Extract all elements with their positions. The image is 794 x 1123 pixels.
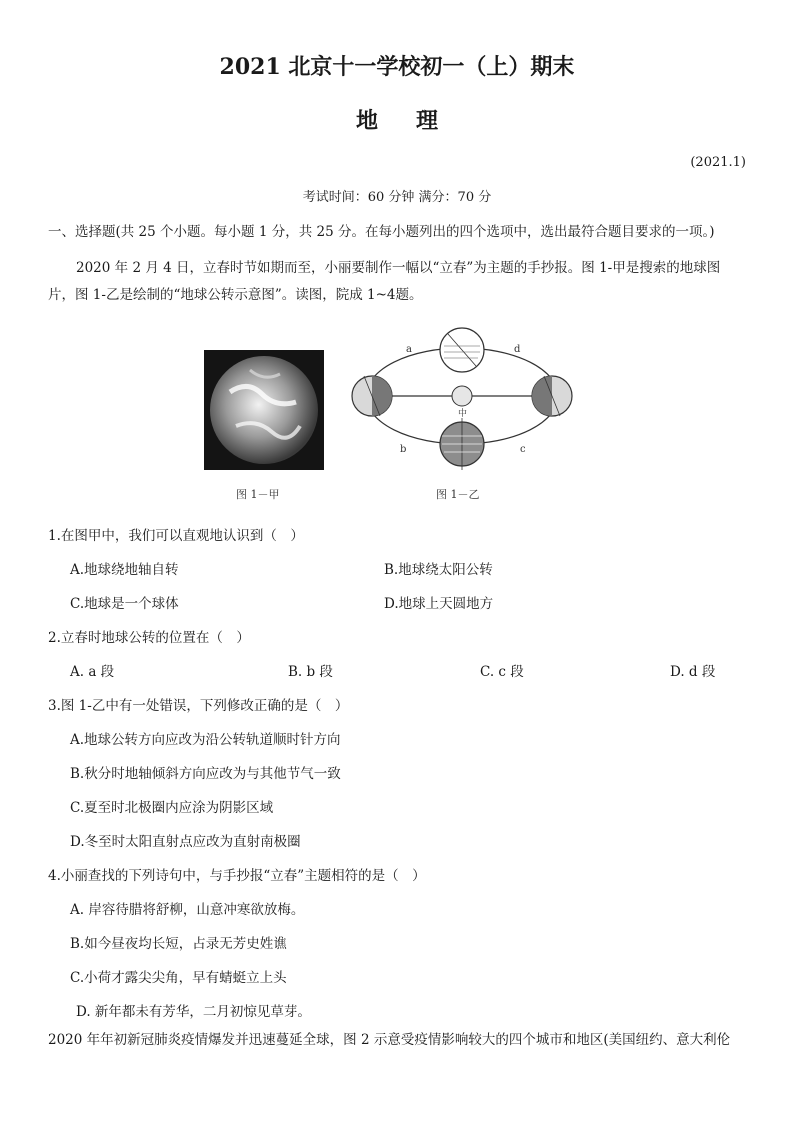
intro-line-2: 片，图 1-乙是绘制的“地球公转示意图”。读图，院成 1~4题。 <box>48 287 423 303</box>
earth-photo <box>210 356 318 464</box>
sun <box>452 386 472 406</box>
intro-line-1: 2020 年 2 月 4 日，立春时节如期而至，小丽要制作一幅以“立春”为主题的手抄报。图 1-甲是搜索的地球图 <box>76 260 721 276</box>
figure-1 <box>200 322 596 508</box>
label-b: b <box>400 444 407 455</box>
question-2-option-b[interactable]: B. b 段 <box>288 664 333 680</box>
label-sun-mark: 中 <box>458 409 468 419</box>
question-4-stem: 4.小丽查找的下列诗句中，与手抄报“立春”主题相符的是（ ） <box>48 868 426 884</box>
label-a: a <box>406 344 412 355</box>
question-1-option-a[interactable]: A.地球绕地轴自转 <box>70 562 179 578</box>
question-1-option-d[interactable]: D.地球上天圆地方 <box>384 596 494 612</box>
closing-paragraph: 2020 年年初新冠肺炎疫情爆发并迅速蔓延全球，图 2 示意受疫情影响较大的四个城市和地区(美国纽约、意大利伦 <box>48 1032 731 1048</box>
question-3-option-c[interactable]: C.夏至时北极圈内应涂为阴影区域 <box>70 800 274 816</box>
question-3-option-d[interactable]: D.冬至时太阳直射点应改为直射南极圈 <box>70 834 301 850</box>
label-d: d <box>514 344 521 355</box>
caption-a: 图 1－甲 <box>236 488 280 501</box>
question-2-option-d[interactable]: D. d 段 <box>670 664 716 680</box>
question-2-option-c[interactable]: C. c 段 <box>480 664 524 680</box>
question-1-stem: 1.在图甲中，我们可以直观地认识到（ ） <box>48 528 304 544</box>
question-4-option-b[interactable]: B.如今昼夜均长短，占录无芳史姓谯 <box>70 936 287 952</box>
caption-b: 图 1－乙 <box>436 488 480 501</box>
section-heading: 一、选择题(共 25 个小题。每小题 1 分，共 25 分。在每小题列出的四个选项中，选出最符合题目要求的一项。) <box>48 224 715 240</box>
exam-date: (2021.1) <box>690 155 746 170</box>
subject-title: 地理 <box>355 108 476 134</box>
question-4-option-c[interactable]: C.小荷才露尖尖角，早有蜻蜓立上头 <box>70 970 287 986</box>
page-title: 2021 北京十一学校初一（上）期末 <box>219 54 575 80</box>
question-2-stem: 2.立春时地球公转的位置在（ ） <box>48 630 250 646</box>
question-3-option-a[interactable]: A.地球公转方向应改为沿公转轨道顺时针方向 <box>70 732 341 748</box>
exam-info: 考试时间：60 分钟 满分：70 分 <box>302 190 492 205</box>
question-1-option-c[interactable]: C.地球是一个球体 <box>70 596 179 612</box>
question-4-option-d[interactable]: D. 新年都未有芳华，二月初惊见草芽。 <box>76 1004 311 1020</box>
label-c: c <box>520 444 526 455</box>
question-3-option-b[interactable]: B.秋分时地轴倾斜方向应改为与其他节气一致 <box>70 766 341 782</box>
question-4-option-a[interactable]: A. 岸容待腊将舒柳，山意冲寒欲放梅。 <box>70 902 305 918</box>
question-3-stem: 3.图 1-乙中有一处错误，下列修改正确的是（ ） <box>48 698 349 714</box>
question-2-option-a[interactable]: A. a 段 <box>70 664 115 680</box>
figure-1-svg <box>200 322 596 508</box>
question-1-option-b[interactable]: B.地球绕太阳公转 <box>384 562 493 578</box>
